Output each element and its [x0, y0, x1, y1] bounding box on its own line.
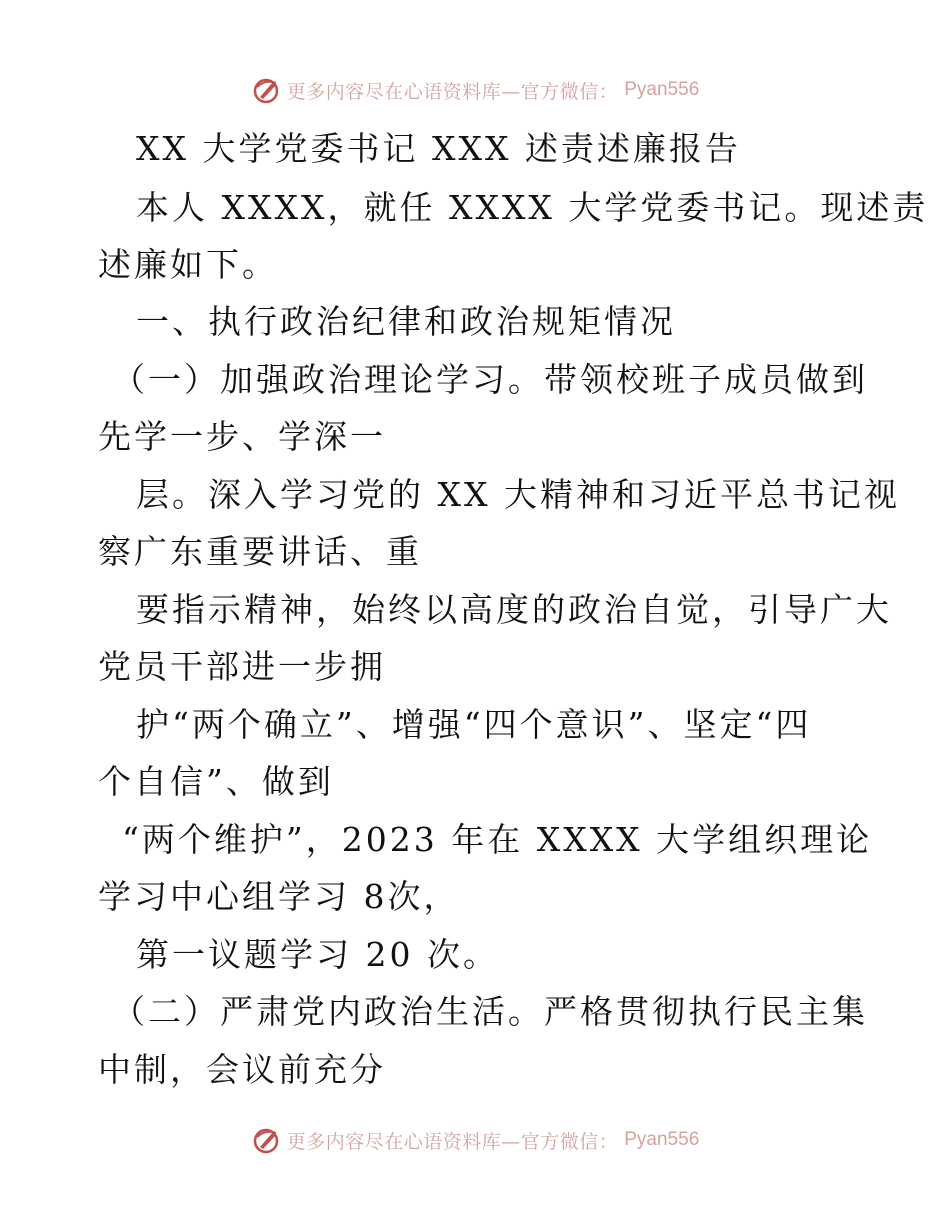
- document-title: XX 大学党委书记 XXX 述责述廉报告: [136, 129, 741, 168]
- paragraph-line: 学习中心组学习 8次，: [98, 877, 460, 916]
- paragraph-line: 述廉如下。: [98, 245, 278, 284]
- watermark-wechat-id: Pyan556: [624, 1129, 700, 1150]
- paragraph-line: 先学一步、学深一: [98, 417, 386, 456]
- paragraph-line: 党员干部进一步拥: [98, 647, 386, 686]
- paragraph-line: “两个维护”，2023 年在 XXXX 大学组织理论: [122, 820, 873, 859]
- footer-watermark: [0, 1120, 950, 1160]
- pen-logo-icon: [251, 75, 281, 105]
- paragraph-line: 察广东重要讲话、重: [98, 532, 422, 571]
- paragraph-line: 第一议题学习 20 次。: [136, 935, 499, 974]
- header-watermark: [0, 70, 950, 110]
- watermark-text: 更多内容尽在心语资料库—官方微信：: [286, 1130, 619, 1153]
- paragraph-line: （一）加强政治理论学习。带领校班子成员做到: [112, 360, 868, 399]
- paragraph-line: 中制，会议前充分: [98, 1050, 386, 1089]
- paragraph-line: 护“两个确立”、增强“四个意识”、坚定“四: [136, 705, 812, 744]
- paragraph-line: （二）严肃党内政治生活。严格贯彻执行民主集: [112, 992, 868, 1031]
- paragraph-line: 层。深入学习党的 XX 大精神和习近平总书记视: [136, 475, 900, 514]
- watermark-text: 更多内容尽在心语资料库—官方微信：: [286, 80, 619, 103]
- paragraph-line: 要指示精神，始终以高度的政治自觉，引导广大: [136, 590, 892, 629]
- pen-logo-icon: [251, 1125, 281, 1155]
- section-heading: 一、执行政治纪律和政治规矩情况: [136, 302, 676, 341]
- paragraph-line: 本人 XXXX，就任 XXXX 大学党委书记。现述责: [136, 188, 929, 227]
- watermark-wechat-id: Pyan556: [624, 79, 700, 100]
- paragraph-line: 个自信”、做到: [98, 762, 334, 801]
